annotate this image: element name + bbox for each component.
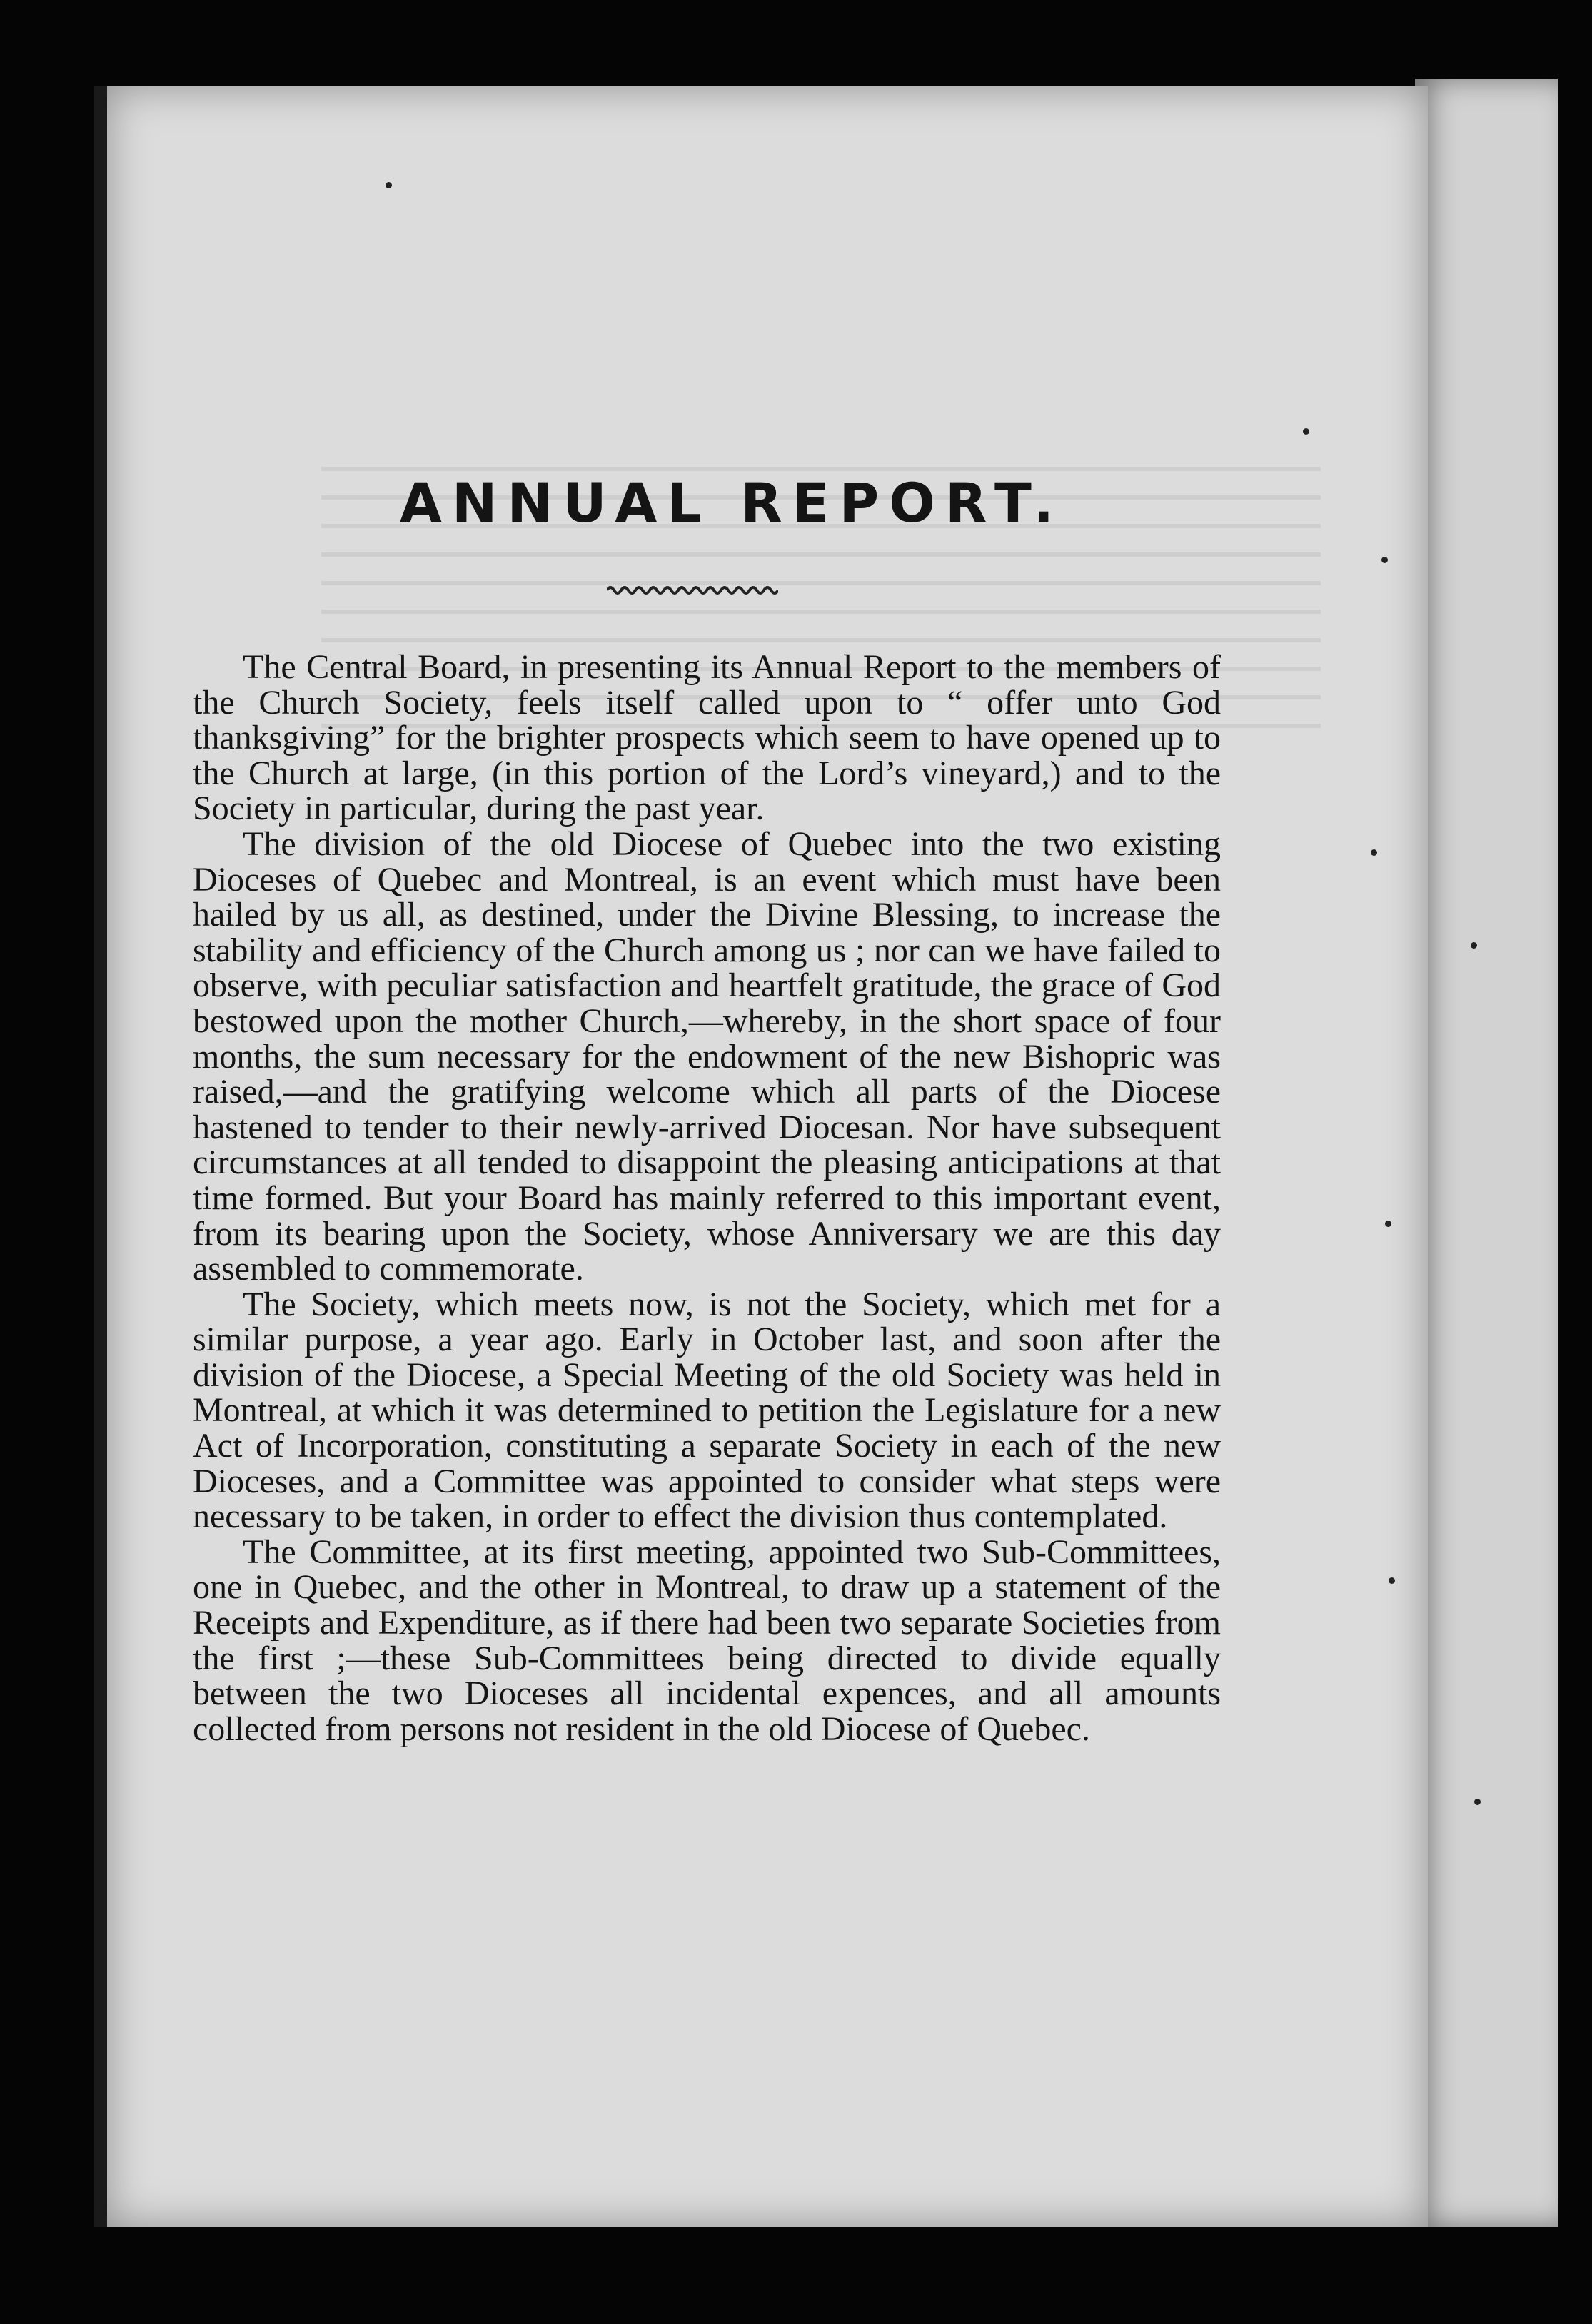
scan-speck [1385,1221,1391,1227]
adjacent-page-edge [1415,79,1558,2227]
scan-speck [1471,942,1477,949]
scan-speck [1381,557,1388,563]
scan-speck [1389,1577,1395,1584]
paragraph-1: The Central Board, in presenting its Annual Report to the members of the Church Society, feels itself called upon to “ offer unto God thanksgiving” for the brighter prospects which seem to have opened up to the Church at large, (in this portion of the Lord’s vineyard,) and to the Society in particular, during the past year. [193,648,1221,828]
page-title: ANNUAL REPORT. [400,471,1064,535]
scan-speck [1371,849,1377,856]
report-body [193,650,1221,1747]
scan-speck [386,182,392,188]
paragraph-3: The Society, which meets now, is not the Society, which met for a similar purpose, a year ago. Early in October last, and soon after the division of the Diocese, a Special Meeting of the old Society was held in Montreal, at which it was determined to petition the Legislature for a new Act of Incorporation, constituting a separate Society in each of the new Dioceses, and a Committee was appointed to consider what steps were necessary to be taken, in order to effect the division thus contemplated. [193,1285,1221,1536]
scan-speck [1303,428,1309,435]
paragraph-4: The Committee, at its first meeting, appointed two Sub-Committees, one in Quebec, and the other in Montreal, to draw up a statement of the Receipts and Expenditure, as if there had been two separate Societies from the first ;—these Sub-Committees being directed to divide equally between the two Dioceses all incidental expences, and all amounts collected from persons not resident in the old Diocese of Quebec. [193,1532,1221,1748]
paragraph-2: The division of the old Diocese of Quebec into the two existing Dioceses of Quebec and Montreal, is an event which must have been hailed by us all, as destined, under the Divine Blessing, to increase the stability and efficiency of the Church among us ; nor can we have failed to observe, with peculiar satisfaction and heartfelt gratitude, the grace of God bestowed upon the mother Church,—whereby, in the short space of four months, the sum necessary for the endowment of the new Bishopric was raised,—and the gratifying welcome which all parts of the Diocese hastened to tender to their newly-arrived Diocesan. Nor have subsequent circumstances at all tended to disappoint the pleasing anticipations at that time formed. But your Board has mainly referred to this important event, from its bearing upon the Society, whose Anniversary we are this day assembled to commemorate. [193,824,1221,1288]
scan-speck [1474,1799,1481,1805]
title-ornament [607,582,778,599]
